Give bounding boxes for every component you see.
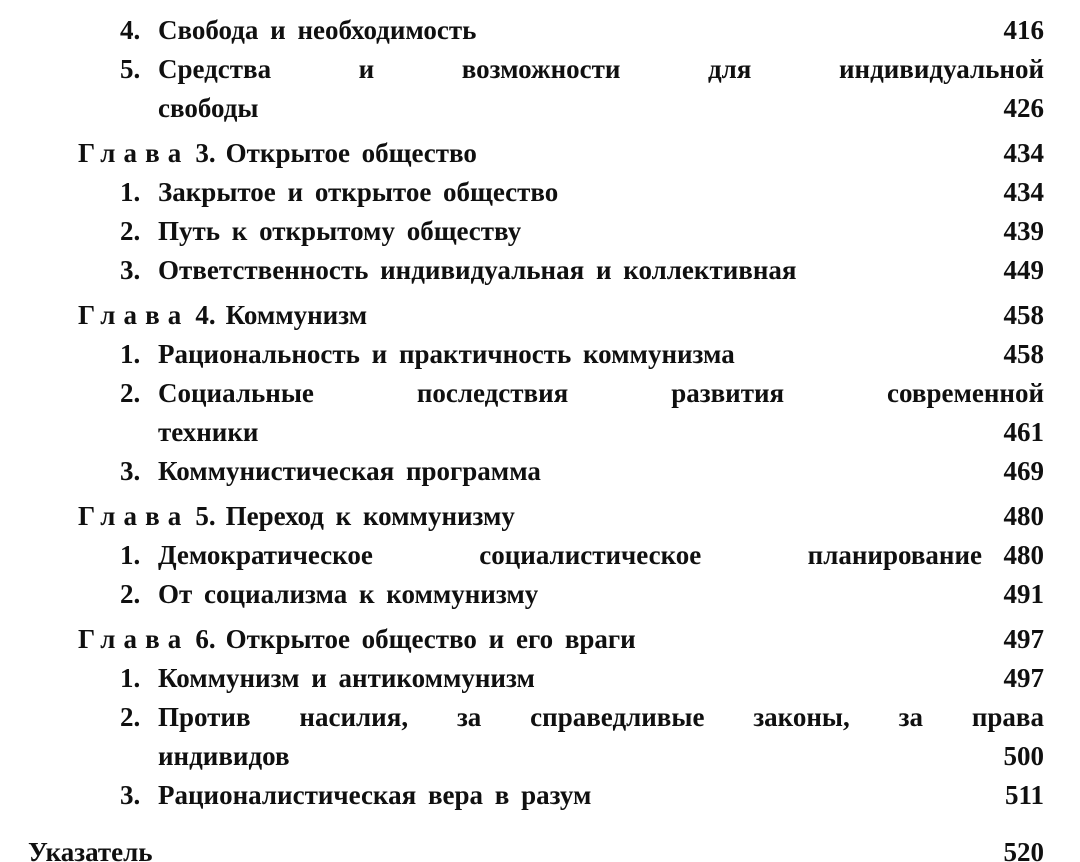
chapter-text [78,621,982,658]
entry-text: Закрытое и открытое общество [158,177,559,207]
entry-label [0,213,982,250]
chapter-label [0,621,982,658]
toc-entry-row [0,660,1080,697]
toc-entry-row [0,90,1080,127]
toc-entry-row [0,537,1080,574]
page-number: 449 [1003,255,1044,285]
entry-text: Социальные последствия развития современной [158,378,1044,408]
page-number: 434 [1003,138,1044,168]
entry-label [0,414,982,451]
entry-number: 4. [120,15,141,45]
chapter-label [0,135,982,172]
entry-label [0,576,982,613]
chapter-text [78,135,982,172]
chapter-word: Глава [78,624,190,654]
page-number: 458 [1003,300,1044,330]
toc-entry-row [0,12,1080,49]
entry-number: 5. [120,54,141,84]
entry-number: 2. [120,579,141,609]
chapter-title: Коммунизм [225,300,368,330]
entry-label [0,777,982,814]
entry-label [0,738,982,775]
entry-text: Коммунистическая программа [158,456,541,486]
page-number: 480 [1003,540,1044,570]
entry-text: Ответственность индивидуальная и коллективная [158,255,797,285]
toc-entry-row [0,51,1080,88]
chapter-number: 6. [195,624,216,654]
page-number: 500 [1003,741,1044,771]
chapter-text [78,498,982,535]
page-number: 520 [1003,837,1044,862]
chapter-title: Переход к коммунизму [225,501,515,531]
entry-label [0,252,982,289]
entry-text: Демократическое социалистическое планирование [158,540,982,570]
toc-entry-row [0,738,1080,775]
toc-entry-row [0,576,1080,613]
entry-label [0,90,982,127]
toc-entry-row [0,699,1080,736]
toc-entry-row [0,213,1080,250]
chapter-label [0,498,982,535]
index-title: Указатель [28,837,153,862]
chapter-number: 3. [195,138,216,168]
toc-chapter-row [0,498,1080,535]
toc-entry-row [0,174,1080,211]
chapter-title: Открытое общество [225,138,477,168]
toc-entry-row [0,777,1080,814]
page-number: 426 [1003,93,1044,123]
entry-label [0,375,1044,412]
page-number: 461 [1003,417,1044,447]
entry-number: 1. [120,663,141,693]
page-number: 458 [1003,339,1044,369]
entry-number: 3. [120,780,141,810]
page-number: 497 [1003,663,1044,693]
toc-entry-row [0,414,1080,451]
chapter-number: 5. [195,501,216,531]
page-number: 480 [1003,501,1044,531]
entry-label [0,699,1044,736]
entry-label [0,336,982,373]
entry-number: 1. [120,339,141,369]
page-number: 497 [1003,624,1044,654]
entry-label [0,660,982,697]
entry-text: Путь к открытому обществу [158,216,522,246]
entry-text: Рационалистическая вера в разум [158,780,592,810]
page-number: 434 [1003,177,1044,207]
entry-number: 2. [120,378,141,408]
page-number: 511 [1004,780,1044,810]
entry-label [0,174,982,211]
entry-text: Свобода и необходимость [158,15,477,45]
toc-chapter-row [0,621,1080,658]
entry-number: 2. [120,216,141,246]
chapter-word: Глава [78,300,190,330]
page-number: 491 [1003,579,1044,609]
entry-number: 1. [120,540,141,570]
page-number: 439 [1003,216,1044,246]
toc-chapter-row [0,297,1080,334]
entry-number: 3. [120,255,141,285]
toc-entry-row [0,336,1080,373]
entry-text: техники [158,417,259,447]
entry-text: индивидов [158,741,290,771]
chapter-word: Глава [78,501,190,531]
chapter-title: Открытое общество и его враги [225,624,636,654]
entry-label [0,537,982,574]
toc-entry-row [0,252,1080,289]
entry-label [0,51,1044,88]
toc-chapter-row [0,135,1080,172]
chapter-label [0,297,982,334]
entry-number: 1. [120,177,141,207]
entry-text: Рациональность и практичность коммунизма [158,339,735,369]
chapter-word: Глава [78,138,190,168]
toc-entry-row [0,453,1080,490]
toc-entry-row [0,375,1080,412]
index-label [0,834,982,862]
chapter-text [78,297,982,334]
toc-index-row [0,834,1080,862]
page-number: 469 [1003,456,1044,486]
page-number: 416 [1003,15,1044,45]
toc-list [0,12,1080,862]
entry-label [0,12,982,49]
entry-text: От социализма к коммунизму [158,579,539,609]
entry-label [0,453,982,490]
entry-text: Против насилия, за справедливые законы, за права [158,702,1044,732]
entry-text: Средства и возможности для индивидуальной [158,54,1044,84]
entry-text: свободы [158,93,259,123]
chapter-number: 4. [195,300,216,330]
entry-number: 2. [120,702,141,732]
entry-number: 3. [120,456,141,486]
entry-text: Коммунизм и антикоммунизм [158,663,535,693]
